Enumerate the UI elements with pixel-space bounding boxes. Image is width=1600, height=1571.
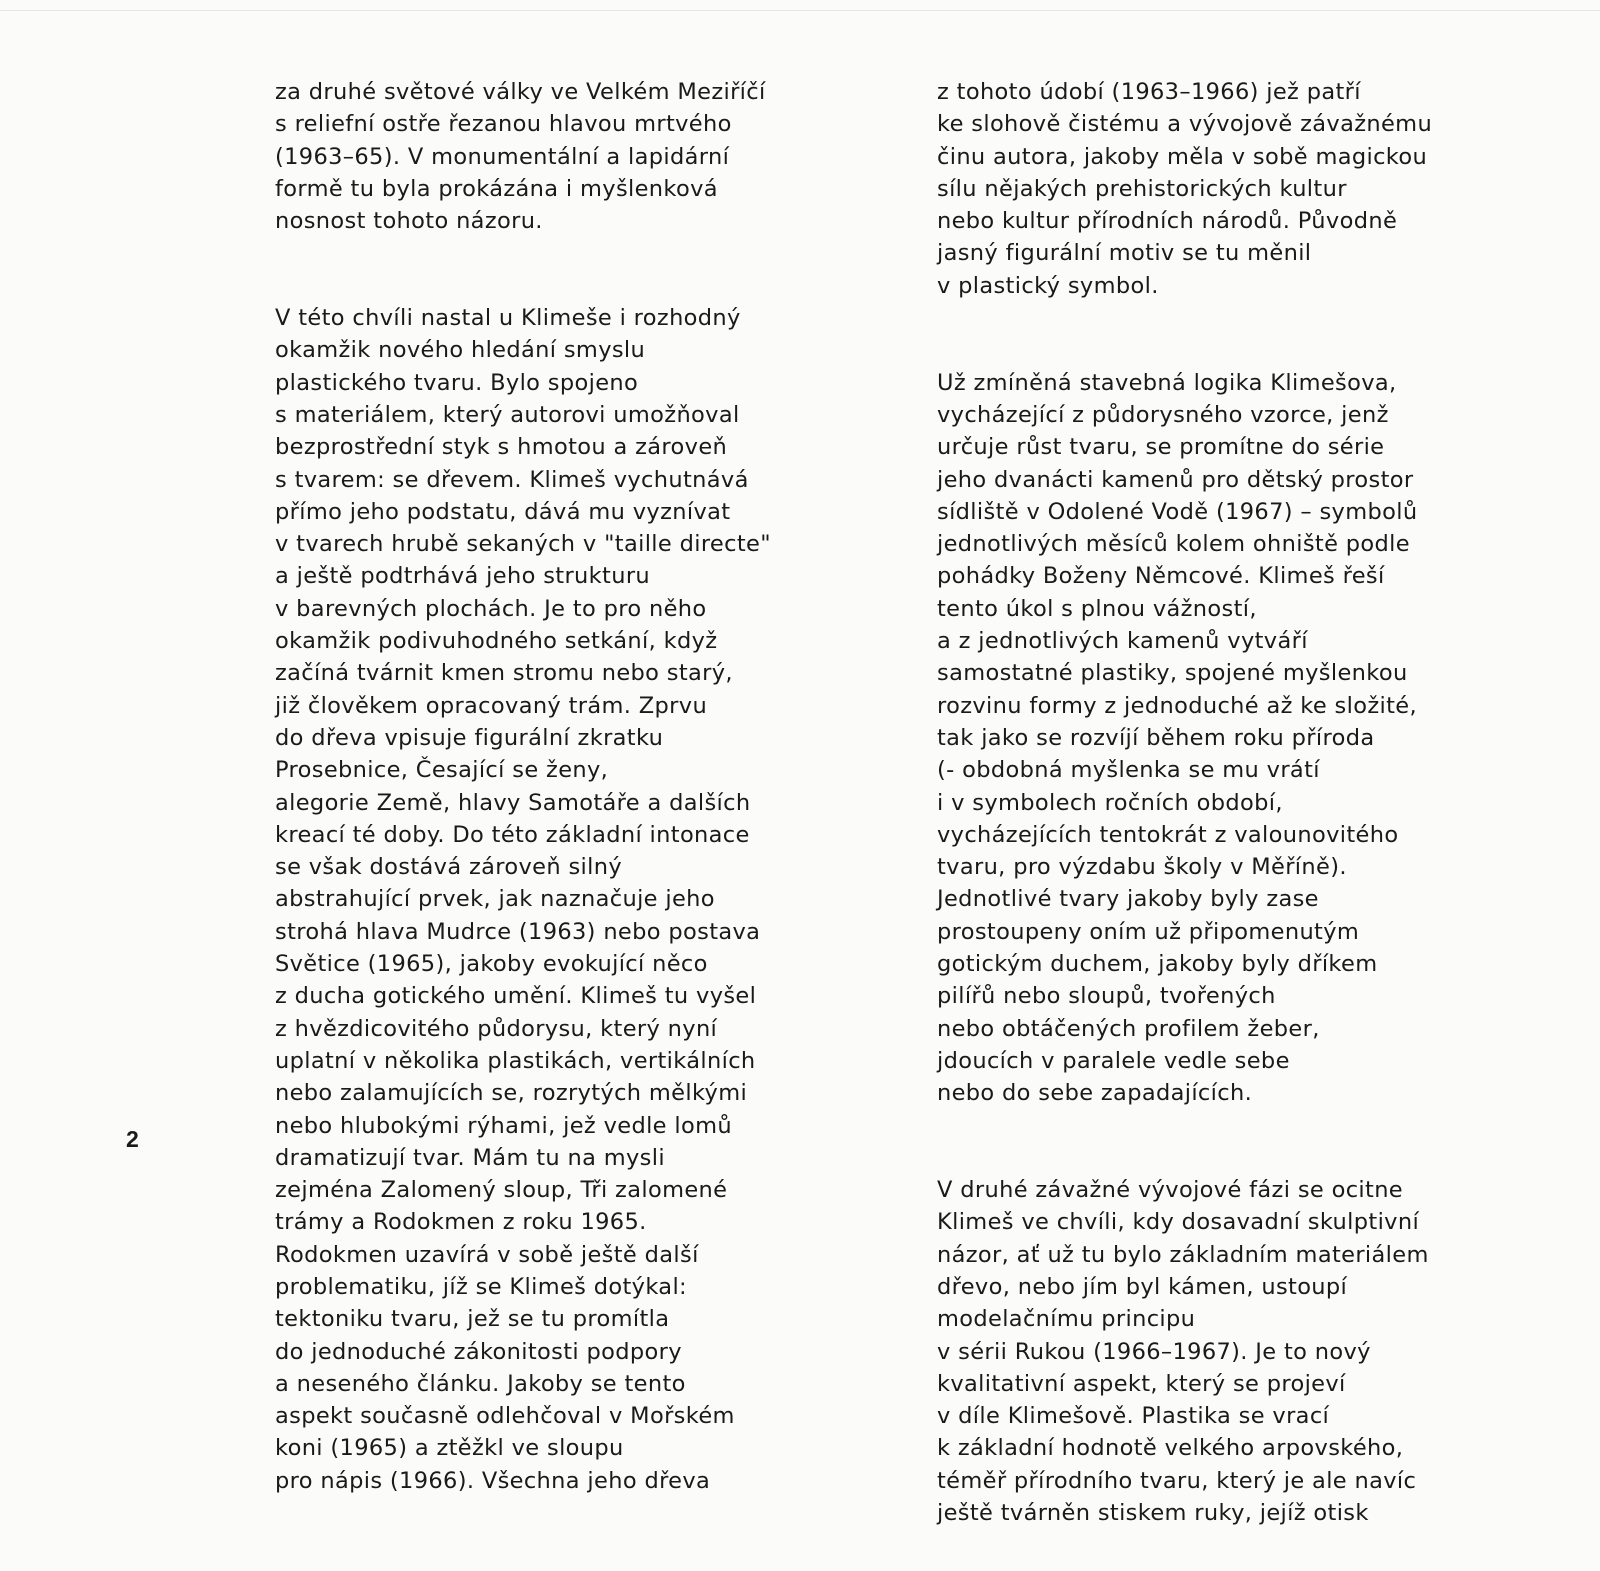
text-line: pilířů nebo sloupů, tvořených bbox=[937, 983, 1276, 1010]
text-line: sílu nějakých prehistorických kultur bbox=[937, 175, 1347, 202]
text-column-left bbox=[275, 76, 835, 1497]
text-line: a neseného článku. Jakoby se tento bbox=[275, 1370, 686, 1397]
text-line: bezprostřední styk s hmotou a zároveň bbox=[275, 434, 728, 461]
paragraph-gap bbox=[275, 237, 835, 302]
text-column-right bbox=[937, 76, 1497, 1529]
text-line: gotickým duchem, jakoby byly dříkem bbox=[937, 951, 1378, 978]
text-line: pohádky Boženy Němcové. Klimeš řeší bbox=[937, 563, 1385, 590]
text-line: začíná tvárnit kmen stromu nebo starý, bbox=[275, 660, 733, 687]
text-line: Klimeš ve chvíli, kdy dosavadní skulptivní bbox=[937, 1209, 1420, 1236]
text-line: tak jako se rozvíjí během roku příroda bbox=[937, 724, 1375, 751]
text-line: jdoucích v paralele vedle sebe bbox=[937, 1047, 1290, 1074]
text-line: činu autora, jakoby měla v sobě magickou bbox=[937, 143, 1428, 170]
text-line: do dřeva vpisuje figurální zkratku bbox=[275, 724, 664, 751]
text-line: z tohoto údobí (1963–1966) jež patří bbox=[937, 79, 1361, 105]
text-line: nebo kultur přírodních národů. Původně bbox=[937, 208, 1398, 235]
text-line: již člověkem opracovaný trám. Zprvu bbox=[275, 692, 708, 719]
text-line: s tvarem: se dřevem. Klimeš vychutnává bbox=[275, 466, 749, 493]
paragraph bbox=[937, 76, 1497, 302]
paragraph bbox=[937, 1174, 1497, 1529]
text-line: jeho dvanácti kamenů pro dětský prostor bbox=[937, 466, 1414, 493]
text-line: za druhé světové války ve Velkém Meziříčí bbox=[275, 79, 766, 105]
text-line: i v symbolech ročních období, bbox=[937, 789, 1283, 816]
text-line: nebo hlubokými rýhami, jež vedle lomů bbox=[275, 1112, 732, 1139]
text-line: k základní hodnotě velkého arpovského, bbox=[937, 1435, 1404, 1462]
text-line: samostatné plastiky, spojené myšlenkou bbox=[937, 660, 1408, 687]
text-line: Už zmíněná stavebná logika Klimešova, bbox=[937, 369, 1397, 396]
text-line: zejména Zalomený sloup, Tři zalomené bbox=[275, 1177, 728, 1204]
text-line: kvalitativní aspekt, který se projeví bbox=[937, 1370, 1346, 1397]
text-line: dřevo, nebo jím byl kámen, ustoupí bbox=[937, 1273, 1348, 1300]
text-line: tento úkol s plnou vážností, bbox=[937, 595, 1257, 622]
text-line: abstrahující prvek, jak naznačuje jeho bbox=[275, 886, 715, 913]
page-number: 2 bbox=[126, 1126, 139, 1152]
text-line: v plastický symbol. bbox=[937, 272, 1159, 299]
text-line: modelačnímu principu bbox=[937, 1306, 1196, 1333]
text-line: Prosebnice, Česající se ženy, bbox=[275, 757, 609, 784]
text-line: rozvinu formy z jednoduché až ke složité, bbox=[937, 692, 1417, 719]
text-line: téměř přírodního tvaru, který je ale navíc bbox=[937, 1467, 1417, 1494]
text-line: a z jednotlivých kamenů vytváří bbox=[937, 628, 1308, 655]
paragraph bbox=[275, 302, 835, 1497]
text-line: v sérii Rukou (1966–1967). Je to nový bbox=[937, 1338, 1371, 1365]
paragraph bbox=[275, 76, 835, 237]
text-line: jasný figurální motiv se tu měnil bbox=[937, 240, 1312, 267]
text-line: V druhé závažné vývojové fázi se ocitne bbox=[937, 1177, 1404, 1204]
text-line: pro nápis (1966). Všechna jeho dřeva bbox=[275, 1467, 711, 1494]
text-line: Rodokmen uzavírá v sobě ještě další bbox=[275, 1241, 699, 1268]
text-line: tvaru, pro výzdabu školy v Měříně). bbox=[937, 854, 1347, 881]
text-line: ještě tvárněn stiskem ruky, jejíž otisk bbox=[937, 1500, 1369, 1527]
text-line: V této chvíli nastal u Klimeše i rozhodný bbox=[275, 305, 741, 332]
text-line: nebo obtáčených profilem žeber, bbox=[937, 1015, 1320, 1042]
text-line: nebo zalamujících se, rozrytých mělkými bbox=[275, 1080, 748, 1107]
text-line: (- obdobná myšlenka se mu vrátí bbox=[937, 757, 1320, 784]
text-line: určuje růst tvaru, se promítne do série bbox=[937, 434, 1385, 461]
text-line: názor, ať už tu bylo základním materiálem bbox=[937, 1241, 1429, 1268]
text-line: problematiku, jíž se Klimeš dotýkal: bbox=[275, 1273, 687, 1300]
text-line: (1963–65). V monumentální a lapidární bbox=[275, 143, 730, 170]
text-line: okamžik nového hledání smyslu bbox=[275, 337, 646, 364]
text-line: nosnost tohoto názoru. bbox=[275, 208, 543, 235]
text-line: alegorie Země, hlavy Samotáře a dalších bbox=[275, 789, 751, 816]
text-line: s reliefní ostře řezanou hlavou mrtvého bbox=[275, 111, 732, 138]
text-line: plastického tvaru. Bylo spojeno bbox=[275, 369, 639, 396]
text-line: Světice (1965), jakoby evokující něco bbox=[275, 951, 708, 978]
text-line: vycházející z půdorysného vzorce, jenž bbox=[937, 401, 1389, 428]
text-line: do jednoduché zákonitosti podpory bbox=[275, 1338, 682, 1365]
text-line: z hvězdicovitého půdorysu, který nyní bbox=[275, 1015, 718, 1042]
text-line: se však dostává zároveň silný bbox=[275, 854, 623, 881]
text-line: dramatizují tvar. Mám tu na mysli bbox=[275, 1144, 665, 1171]
text-line: aspekt současně odlehčoval v Mořském bbox=[275, 1403, 735, 1430]
text-line: trámy a Rodokmen z roku 1965. bbox=[275, 1209, 647, 1236]
text-line: přímo jeho podstatu, dává mu vyznívat bbox=[275, 498, 731, 525]
text-line: v barevných plochách. Je to pro něho bbox=[275, 595, 707, 622]
text-line: kreací té doby. Do této základní intonace bbox=[275, 821, 750, 848]
paragraph bbox=[937, 367, 1497, 1110]
page-edge-rule bbox=[0, 10, 1600, 11]
text-line: ke slohově čistému a vývojově závažnému bbox=[937, 111, 1433, 138]
text-line: z ducha gotického umění. Klimeš tu vyšel bbox=[275, 983, 757, 1010]
paragraph-gap bbox=[937, 302, 1497, 367]
text-line: v tvarech hrubě sekaných v "taille directe" bbox=[275, 531, 771, 558]
text-line: Jednotlivé tvary jakoby byly zase bbox=[937, 886, 1319, 913]
text-line: s materiálem, který autorovi umožňoval bbox=[275, 401, 740, 428]
text-line: koni (1965) a ztěžkl ve sloupu bbox=[275, 1435, 624, 1462]
paragraph-gap bbox=[937, 1110, 1497, 1175]
text-line: strohá hlava Mudrce (1963) nebo postava bbox=[275, 918, 761, 945]
text-line: jednotlivých měsíců kolem ohniště podle bbox=[937, 531, 1410, 558]
text-line: okamžik podivuhodného setkání, když bbox=[275, 628, 718, 655]
text-line: prostoupeny oním už připomenutým bbox=[937, 918, 1360, 945]
text-line: v díle Klimešově. Plastika se vrací bbox=[937, 1403, 1330, 1430]
text-line: a ještě podtrhává jeho strukturu bbox=[275, 563, 651, 590]
text-line: uplatní v několika plastikách, vertikálních bbox=[275, 1047, 756, 1074]
text-line: sídliště v Odolené Vodě (1967) – symbolů bbox=[937, 498, 1418, 525]
text-line: vycházejících tentokrát z valounovitého bbox=[937, 821, 1399, 848]
text-line: formě tu byla prokázána i myšlenková bbox=[275, 175, 718, 202]
text-line: tektoniku tvaru, jež se tu promítla bbox=[275, 1306, 670, 1333]
text-line: nebo do sebe zapadajících. bbox=[937, 1080, 1253, 1107]
